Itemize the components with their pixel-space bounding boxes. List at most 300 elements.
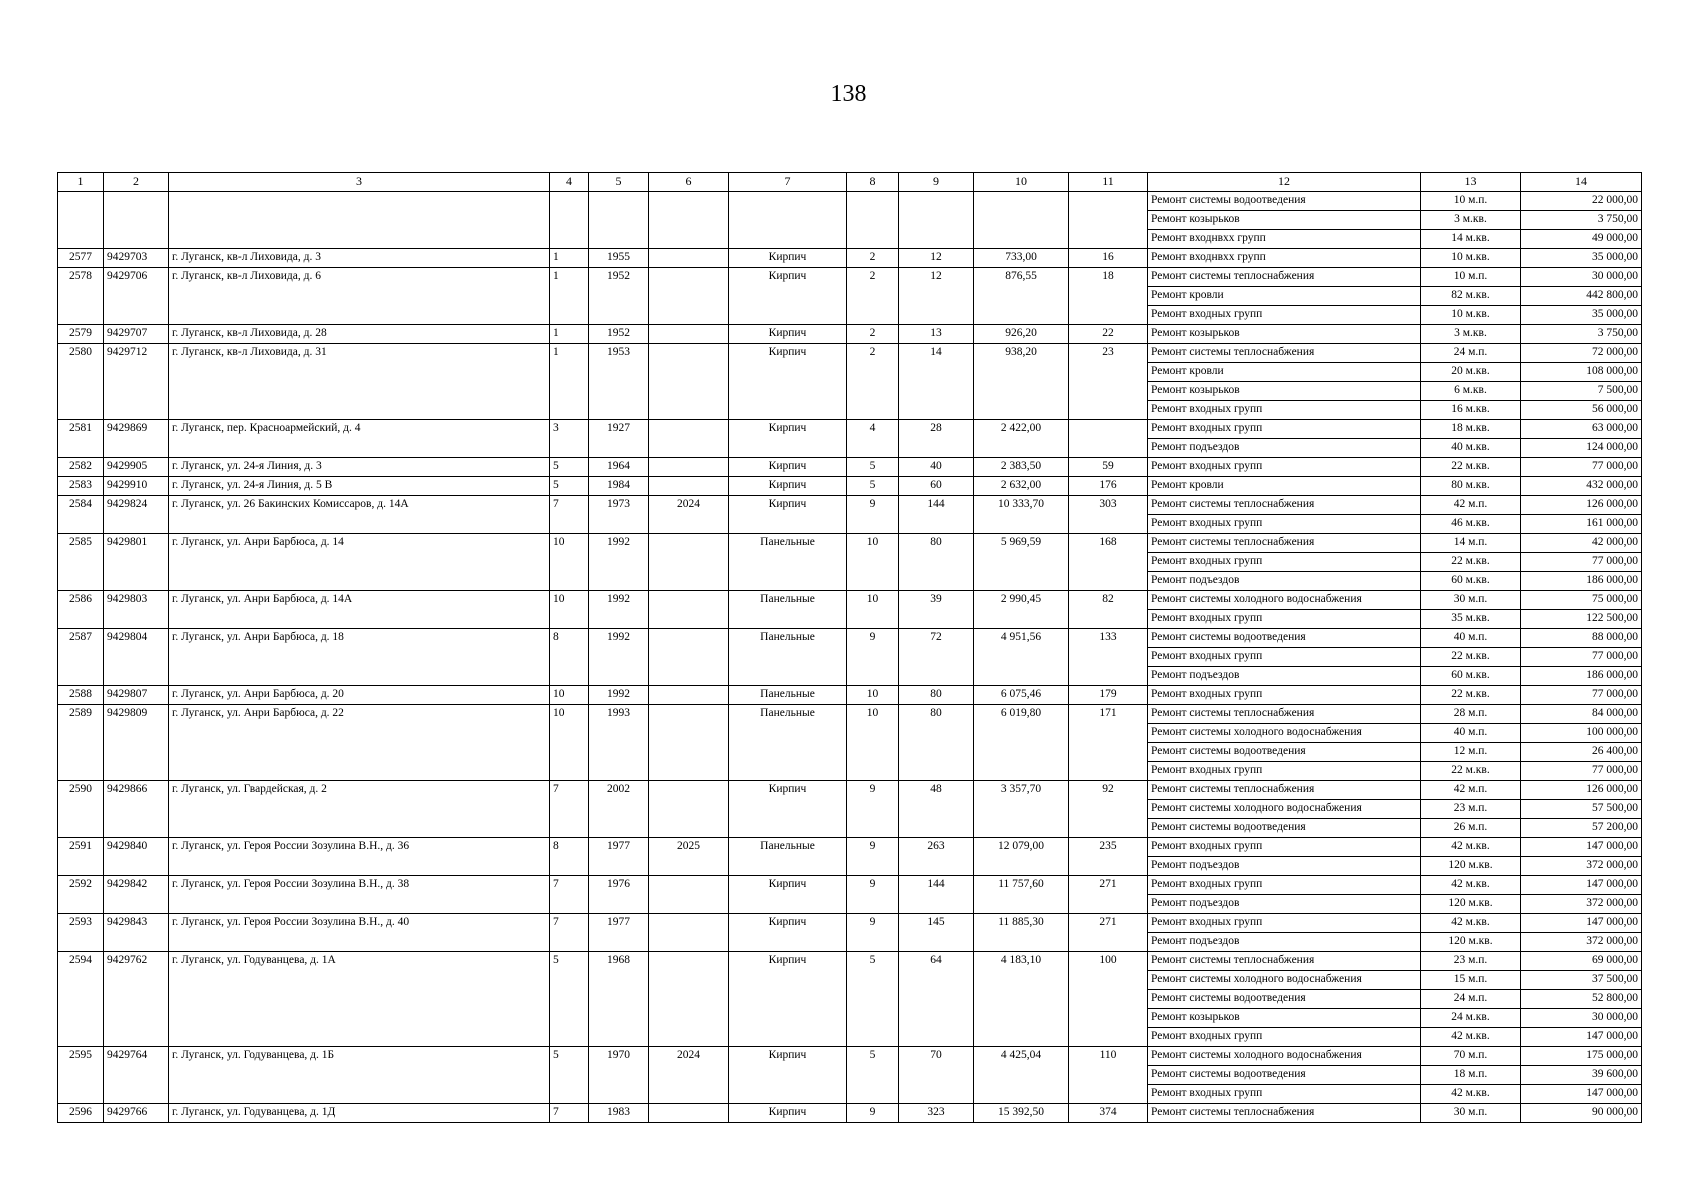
column-9-cell: 13 — [899, 325, 974, 344]
work-cost-cell: 56 000,00 — [1521, 401, 1642, 420]
work-quantity-cell: 23 м.п. — [1421, 800, 1521, 819]
floors-cell: 9 — [847, 496, 899, 534]
house-code-cell: 9429840 — [104, 838, 169, 876]
column-9-cell: 80 — [899, 705, 974, 781]
column-header: 1 — [58, 173, 104, 192]
work-cost-cell: 57 200,00 — [1521, 819, 1642, 838]
work-cost-cell: 108 000,00 — [1521, 363, 1642, 382]
house-code-cell: 9429803 — [104, 591, 169, 629]
work-cost-cell: 186 000,00 — [1521, 572, 1642, 591]
work-quantity-cell: 42 м.кв. — [1421, 914, 1521, 933]
work-quantity-cell: 60 м.кв. — [1421, 572, 1521, 591]
column-9-cell: 39 — [899, 591, 974, 629]
area-cell: 11 885,30 — [974, 914, 1069, 952]
work-cost-cell: 147 000,00 — [1521, 838, 1642, 857]
column-9-cell: 80 — [899, 686, 974, 705]
work-quantity-cell: 120 м.кв. — [1421, 857, 1521, 876]
work-cost-cell: 372 000,00 — [1521, 933, 1642, 952]
work-type-cell: Ремонт входных групп — [1148, 610, 1421, 629]
column-header: 6 — [649, 173, 729, 192]
work-cost-cell: 3 750,00 — [1521, 211, 1642, 230]
area-cell: 938,20 — [974, 344, 1069, 420]
table-row — [58, 629, 1642, 648]
column-9-cell: 144 — [899, 876, 974, 914]
house-code-cell: 9429842 — [104, 876, 169, 914]
table-row — [58, 1104, 1642, 1123]
work-cost-cell: 100 000,00 — [1521, 724, 1642, 743]
area-cell: 3 357,70 — [974, 781, 1069, 838]
work-quantity-cell: 10 м.кв. — [1421, 249, 1521, 268]
column-4-cell: 10 — [550, 534, 589, 591]
work-cost-cell: 22 000,00 — [1521, 192, 1642, 211]
row-number-cell: 2593 — [58, 914, 104, 952]
address-cell: г. Луганск, ул. Анри Барбюса, д. 14А — [169, 591, 550, 629]
wall-material-cell: Кирпич — [729, 325, 847, 344]
column-11-cell: 23 — [1069, 344, 1148, 420]
table-row — [58, 344, 1642, 363]
column-6-cell: 2024 — [649, 1047, 729, 1104]
work-cost-cell: 77 000,00 — [1521, 553, 1642, 572]
address-cell: г. Луганск, ул. Годуванцева, д. 1Б — [169, 1047, 550, 1104]
row-number-cell: 2585 — [58, 534, 104, 591]
column-header: 7 — [729, 173, 847, 192]
column-6-cell — [649, 420, 729, 458]
work-cost-cell: 372 000,00 — [1521, 857, 1642, 876]
wall-material-cell: Кирпич — [729, 496, 847, 534]
work-quantity-cell: 22 м.кв. — [1421, 762, 1521, 781]
work-quantity-cell: 42 м.кв. — [1421, 876, 1521, 895]
floors-cell: 9 — [847, 838, 899, 876]
empty-cell — [649, 192, 729, 249]
empty-cell — [550, 192, 589, 249]
column-9-cell: 14 — [899, 344, 974, 420]
work-type-cell: Ремонт системы водоотведения — [1148, 1066, 1421, 1085]
work-type-cell: Ремонт системы водоотведения — [1148, 743, 1421, 762]
work-type-cell: Ремонт входных групп — [1148, 876, 1421, 895]
column-11-cell: 110 — [1069, 1047, 1148, 1104]
work-quantity-cell: 120 м.кв. — [1421, 933, 1521, 952]
work-type-cell: Ремонт входных групп — [1148, 553, 1421, 572]
work-type-cell: Ремонт входных групп — [1148, 515, 1421, 534]
wall-material-cell: Кирпич — [729, 1047, 847, 1104]
build-year-cell: 1977 — [589, 914, 649, 952]
wall-material-cell: Панельные — [729, 838, 847, 876]
column-header: 13 — [1421, 173, 1521, 192]
work-quantity-cell: 120 м.кв. — [1421, 895, 1521, 914]
house-code-cell: 9429824 — [104, 496, 169, 534]
work-cost-cell: 39 600,00 — [1521, 1066, 1642, 1085]
table-row — [58, 249, 1642, 268]
column-4-cell: 10 — [550, 705, 589, 781]
floors-cell: 10 — [847, 591, 899, 629]
column-9-cell: 72 — [899, 629, 974, 686]
build-year-cell: 1992 — [589, 629, 649, 686]
column-11-cell: 235 — [1069, 838, 1148, 876]
row-number-cell: 2579 — [58, 325, 104, 344]
column-header: 12 — [1148, 173, 1421, 192]
work-quantity-cell: 40 м.п. — [1421, 629, 1521, 648]
column-9-cell: 263 — [899, 838, 974, 876]
work-quantity-cell: 12 м.п. — [1421, 743, 1521, 762]
column-9-cell: 323 — [899, 1104, 974, 1123]
row-number-cell: 2586 — [58, 591, 104, 629]
table-row — [58, 534, 1642, 553]
column-11-cell: 171 — [1069, 705, 1148, 781]
empty-cell — [899, 192, 974, 249]
address-cell: г. Луганск, ул. Анри Барбюса, д. 18 — [169, 629, 550, 686]
house-code-cell: 9429766 — [104, 1104, 169, 1123]
work-quantity-cell: 10 м.п. — [1421, 192, 1521, 211]
row-number-cell: 2591 — [58, 838, 104, 876]
column-6-cell — [649, 705, 729, 781]
work-cost-cell: 63 000,00 — [1521, 420, 1642, 439]
floors-cell: 10 — [847, 686, 899, 705]
table-row — [58, 458, 1642, 477]
column-9-cell: 60 — [899, 477, 974, 496]
work-quantity-cell: 40 м.кв. — [1421, 439, 1521, 458]
work-quantity-cell: 40 м.п. — [1421, 724, 1521, 743]
column-4-cell: 8 — [550, 838, 589, 876]
floors-cell: 5 — [847, 477, 899, 496]
table-row — [58, 952, 1642, 971]
column-11-cell: 133 — [1069, 629, 1148, 686]
column-9-cell: 70 — [899, 1047, 974, 1104]
column-9-cell: 40 — [899, 458, 974, 477]
row-number-cell: 2594 — [58, 952, 104, 1047]
work-type-cell: Ремонт входнвхх групп — [1148, 230, 1421, 249]
column-4-cell: 5 — [550, 1047, 589, 1104]
address-cell: г. Луганск, ул. Героя России Зозулина В.Н., д. 36 — [169, 838, 550, 876]
work-type-cell: Ремонт подъездов — [1148, 572, 1421, 591]
address-cell: г. Луганск, кв-л Лиховида, д. 6 — [169, 268, 550, 325]
row-number-cell: 2595 — [58, 1047, 104, 1104]
row-number-cell: 2583 — [58, 477, 104, 496]
build-year-cell: 1977 — [589, 838, 649, 876]
work-quantity-cell: 3 м.кв. — [1421, 325, 1521, 344]
wall-material-cell: Кирпич — [729, 1104, 847, 1123]
column-6-cell — [649, 686, 729, 705]
column-header: 10 — [974, 173, 1069, 192]
work-type-cell: Ремонт входных групп — [1148, 1085, 1421, 1104]
column-header: 5 — [589, 173, 649, 192]
column-9-cell: 145 — [899, 914, 974, 952]
work-type-cell: Ремонт подъездов — [1148, 667, 1421, 686]
column-4-cell: 5 — [550, 952, 589, 1047]
row-number-cell: 2596 — [58, 1104, 104, 1123]
work-quantity-cell: 82 м.кв. — [1421, 287, 1521, 306]
address-cell: г. Луганск, ул. Героя России Зозулина В.Н., д. 40 — [169, 914, 550, 952]
column-4-cell: 5 — [550, 458, 589, 477]
empty-cell — [104, 192, 169, 249]
column-9-cell: 64 — [899, 952, 974, 1047]
area-cell: 15 392,50 — [974, 1104, 1069, 1123]
column-6-cell — [649, 534, 729, 591]
area-cell: 4 183,10 — [974, 952, 1069, 1047]
house-code-cell: 9429762 — [104, 952, 169, 1047]
work-cost-cell: 147 000,00 — [1521, 876, 1642, 895]
work-type-cell: Ремонт входных групп — [1148, 420, 1421, 439]
work-type-cell: Ремонт системы теплоснабжения — [1148, 534, 1421, 553]
column-11-cell: 303 — [1069, 496, 1148, 534]
house-code-cell: 9429801 — [104, 534, 169, 591]
column-11-cell: 82 — [1069, 591, 1148, 629]
work-cost-cell: 52 800,00 — [1521, 990, 1642, 1009]
work-cost-cell: 88 000,00 — [1521, 629, 1642, 648]
house-code-cell: 9429905 — [104, 458, 169, 477]
column-6-cell — [649, 268, 729, 325]
empty-cell — [847, 192, 899, 249]
work-type-cell: Ремонт системы теплоснабжения — [1148, 344, 1421, 363]
work-cost-cell: 77 000,00 — [1521, 458, 1642, 477]
column-header: 11 — [1069, 173, 1148, 192]
column-4-cell: 3 — [550, 420, 589, 458]
column-6-cell — [649, 952, 729, 1047]
area-cell: 2 383,50 — [974, 458, 1069, 477]
house-code-cell: 9429706 — [104, 268, 169, 325]
column-6-cell — [649, 477, 729, 496]
column-header: 9 — [899, 173, 974, 192]
column-6-cell: 2025 — [649, 838, 729, 876]
column-header: 4 — [550, 173, 589, 192]
build-year-cell: 1952 — [589, 325, 649, 344]
column-9-cell: 80 — [899, 534, 974, 591]
work-type-cell: Ремонт системы теплоснабжения — [1148, 705, 1421, 724]
address-cell: г. Луганск, ул. Гвардейская, д. 2 — [169, 781, 550, 838]
column-4-cell: 7 — [550, 496, 589, 534]
house-code-cell: 9429869 — [104, 420, 169, 458]
work-cost-cell: 30 000,00 — [1521, 1009, 1642, 1028]
house-code-cell: 9429807 — [104, 686, 169, 705]
work-quantity-cell: 23 м.п. — [1421, 952, 1521, 971]
work-cost-cell: 37 500,00 — [1521, 971, 1642, 990]
row-number-cell: 2587 — [58, 629, 104, 686]
house-code-cell: 9429843 — [104, 914, 169, 952]
work-cost-cell: 72 000,00 — [1521, 344, 1642, 363]
work-quantity-cell: 24 м.п. — [1421, 344, 1521, 363]
column-4-cell: 7 — [550, 914, 589, 952]
table-row — [58, 705, 1642, 724]
column-4-cell: 7 — [550, 781, 589, 838]
work-type-cell: Ремонт козырьков — [1148, 382, 1421, 401]
work-cost-cell: 90 000,00 — [1521, 1104, 1642, 1123]
work-type-cell: Ремонт подъездов — [1148, 439, 1421, 458]
table-row — [58, 268, 1642, 287]
row-number-cell: 2590 — [58, 781, 104, 838]
column-4-cell: 1 — [550, 268, 589, 325]
address-cell: г. Луганск, ул. 24-я Линия, д. 3 — [169, 458, 550, 477]
work-quantity-cell: 24 м.п. — [1421, 990, 1521, 1009]
work-type-cell: Ремонт входных групп — [1148, 306, 1421, 325]
work-cost-cell: 372 000,00 — [1521, 895, 1642, 914]
column-9-cell: 12 — [899, 268, 974, 325]
work-cost-cell: 147 000,00 — [1521, 1028, 1642, 1047]
column-11-cell: 176 — [1069, 477, 1148, 496]
work-quantity-cell: 20 м.кв. — [1421, 363, 1521, 382]
area-cell: 876,55 — [974, 268, 1069, 325]
house-code-cell: 9429707 — [104, 325, 169, 344]
work-quantity-cell: 42 м.кв. — [1421, 1085, 1521, 1104]
wall-material-cell: Кирпич — [729, 344, 847, 420]
work-type-cell: Ремонт системы холодного водоснабжения — [1148, 1047, 1421, 1066]
floors-cell: 5 — [847, 1047, 899, 1104]
wall-material-cell: Кирпич — [729, 477, 847, 496]
build-year-cell: 1970 — [589, 1047, 649, 1104]
column-4-cell: 1 — [550, 344, 589, 420]
column-4-cell: 1 — [550, 325, 589, 344]
column-11-cell: 59 — [1069, 458, 1148, 477]
work-cost-cell: 147 000,00 — [1521, 1085, 1642, 1104]
work-quantity-cell: 16 м.кв. — [1421, 401, 1521, 420]
work-type-cell: Ремонт системы теплоснабжения — [1148, 952, 1421, 971]
work-quantity-cell: 22 м.кв. — [1421, 458, 1521, 477]
work-type-cell: Ремонт системы холодного водоснабжения — [1148, 971, 1421, 990]
work-cost-cell: 124 000,00 — [1521, 439, 1642, 458]
column-header: 14 — [1521, 173, 1642, 192]
table-row — [58, 876, 1642, 895]
build-year-cell: 1964 — [589, 458, 649, 477]
work-cost-cell: 84 000,00 — [1521, 705, 1642, 724]
work-quantity-cell: 70 м.п. — [1421, 1047, 1521, 1066]
work-cost-cell: 7 500,00 — [1521, 382, 1642, 401]
column-4-cell: 8 — [550, 629, 589, 686]
wall-material-cell: Кирпич — [729, 952, 847, 1047]
column-11-cell: 22 — [1069, 325, 1148, 344]
floors-cell: 10 — [847, 534, 899, 591]
area-cell: 2 632,00 — [974, 477, 1069, 496]
work-quantity-cell: 10 м.п. — [1421, 268, 1521, 287]
wall-material-cell: Панельные — [729, 534, 847, 591]
work-type-cell: Ремонт системы холодного водоснабжения — [1148, 800, 1421, 819]
wall-material-cell: Панельные — [729, 629, 847, 686]
build-year-cell: 2002 — [589, 781, 649, 838]
column-4-cell: 5 — [550, 477, 589, 496]
column-4-cell: 10 — [550, 686, 589, 705]
address-cell: г. Луганск, ул. 24-я Линия, д. 5 В — [169, 477, 550, 496]
wall-material-cell: Кирпич — [729, 268, 847, 325]
column-11-cell: 179 — [1069, 686, 1148, 705]
work-cost-cell: 186 000,00 — [1521, 667, 1642, 686]
work-quantity-cell: 18 м.кв. — [1421, 420, 1521, 439]
work-type-cell: Ремонт системы водоотведения — [1148, 192, 1421, 211]
address-cell: г. Луганск, ул. Годуванцева, д. 1А — [169, 952, 550, 1047]
work-type-cell: Ремонт кровли — [1148, 477, 1421, 496]
column-6-cell — [649, 344, 729, 420]
floors-cell: 9 — [847, 781, 899, 838]
work-quantity-cell: 35 м.кв. — [1421, 610, 1521, 629]
column-9-cell: 12 — [899, 249, 974, 268]
area-cell: 6 075,46 — [974, 686, 1069, 705]
work-quantity-cell: 14 м.п. — [1421, 534, 1521, 553]
work-cost-cell: 3 750,00 — [1521, 325, 1642, 344]
page-number: 138 — [830, 81, 867, 107]
floors-cell: 9 — [847, 629, 899, 686]
build-year-cell: 1992 — [589, 591, 649, 629]
column-6-cell: 2024 — [649, 496, 729, 534]
table-row — [58, 420, 1642, 439]
wall-material-cell: Панельные — [729, 591, 847, 629]
work-quantity-cell: 28 м.п. — [1421, 705, 1521, 724]
house-code-cell: 9429866 — [104, 781, 169, 838]
floors-cell: 9 — [847, 876, 899, 914]
column-6-cell — [649, 591, 729, 629]
house-code-cell: 9429712 — [104, 344, 169, 420]
table-row — [58, 781, 1642, 800]
work-cost-cell: 175 000,00 — [1521, 1047, 1642, 1066]
floors-cell: 2 — [847, 325, 899, 344]
build-year-cell: 1992 — [589, 534, 649, 591]
wall-material-cell: Панельные — [729, 705, 847, 781]
empty-cell — [589, 192, 649, 249]
work-quantity-cell: 42 м.кв. — [1421, 1028, 1521, 1047]
floors-cell: 2 — [847, 268, 899, 325]
table-body — [58, 192, 1642, 1123]
wall-material-cell: Кирпич — [729, 420, 847, 458]
column-6-cell — [649, 629, 729, 686]
wall-material-cell: Кирпич — [729, 458, 847, 477]
work-type-cell: Ремонт подъездов — [1148, 895, 1421, 914]
work-cost-cell: 122 500,00 — [1521, 610, 1642, 629]
work-type-cell: Ремонт входных групп — [1148, 762, 1421, 781]
address-cell: г. Луганск, ул. Анри Барбюса, д. 20 — [169, 686, 550, 705]
work-quantity-cell: 6 м.кв. — [1421, 382, 1521, 401]
work-quantity-cell: 80 м.кв. — [1421, 477, 1521, 496]
work-cost-cell: 35 000,00 — [1521, 306, 1642, 325]
empty-cell — [974, 192, 1069, 249]
house-code-cell: 9429764 — [104, 1047, 169, 1104]
floors-cell: 9 — [847, 914, 899, 952]
work-type-cell: Ремонт системы водоотведения — [1148, 819, 1421, 838]
work-cost-cell: 30 000,00 — [1521, 268, 1642, 287]
column-11-cell: 18 — [1069, 268, 1148, 325]
area-cell: 11 757,60 — [974, 876, 1069, 914]
wall-material-cell: Кирпич — [729, 914, 847, 952]
column-6-cell — [649, 458, 729, 477]
row-number-cell: 2577 — [58, 249, 104, 268]
work-type-cell: Ремонт входнвхх групп — [1148, 249, 1421, 268]
column-header: 8 — [847, 173, 899, 192]
work-type-cell: Ремонт системы теплоснабжения — [1148, 781, 1421, 800]
floors-cell: 9 — [847, 1104, 899, 1123]
work-quantity-cell: 26 м.п. — [1421, 819, 1521, 838]
work-quantity-cell: 22 м.кв. — [1421, 648, 1521, 667]
wall-material-cell: Кирпич — [729, 781, 847, 838]
floors-cell: 5 — [847, 458, 899, 477]
wall-material-cell: Кирпич — [729, 249, 847, 268]
column-11-cell: 92 — [1069, 781, 1148, 838]
table-row — [58, 1047, 1642, 1066]
work-quantity-cell: 42 м.п. — [1421, 496, 1521, 515]
row-number-cell: 2588 — [58, 686, 104, 705]
work-quantity-cell: 46 м.кв. — [1421, 515, 1521, 534]
address-cell: г. Луганск, ул. Годуванцева, д. 1Д — [169, 1104, 550, 1123]
work-cost-cell: 26 400,00 — [1521, 743, 1642, 762]
work-type-cell: Ремонт системы водоотведения — [1148, 629, 1421, 648]
work-cost-cell: 161 000,00 — [1521, 515, 1642, 534]
empty-cell — [1069, 192, 1148, 249]
address-cell: г. Луганск, кв-л Лиховида, д. 28 — [169, 325, 550, 344]
column-6-cell — [649, 325, 729, 344]
work-quantity-cell: 18 м.п. — [1421, 1066, 1521, 1085]
build-year-cell: 1984 — [589, 477, 649, 496]
column-11-cell — [1069, 420, 1148, 458]
column-4-cell: 7 — [550, 876, 589, 914]
address-cell: г. Луганск, ул. 26 Бакинских Комиссаров, д. 14А — [169, 496, 550, 534]
floors-cell: 2 — [847, 249, 899, 268]
area-cell: 926,20 — [974, 325, 1069, 344]
work-type-cell: Ремонт подъездов — [1148, 857, 1421, 876]
work-cost-cell: 57 500,00 — [1521, 800, 1642, 819]
work-cost-cell: 442 800,00 — [1521, 287, 1642, 306]
